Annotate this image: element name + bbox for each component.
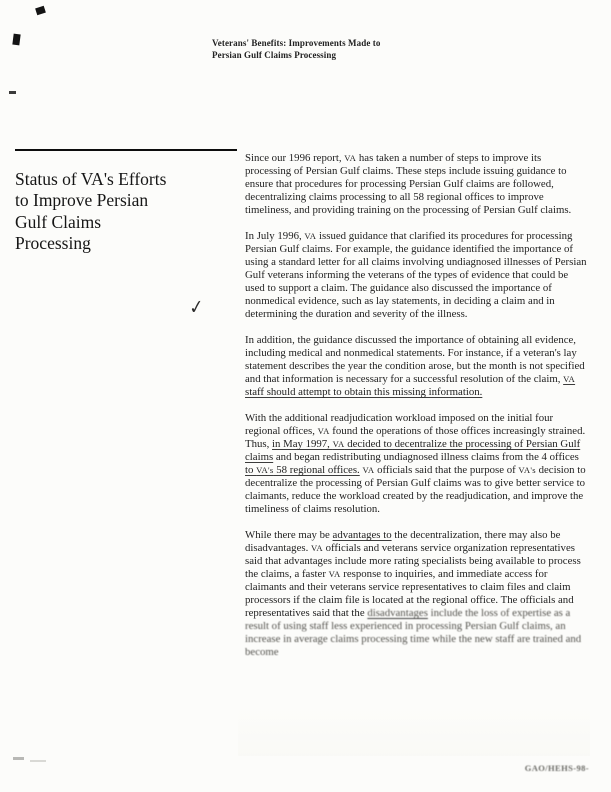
section-heading-line: Status of VA's Efforts bbox=[15, 168, 167, 189]
text-run: has taken a number of steps to improve its processing of Persian Gulf claims. These steps include issuing guidance to ensure that procedures for processing Persian Gulf claims are followed, decentralizing claims processing to all 58 regional offices to improve timeliness, and providing training on the processing of Persian Gulf claims. bbox=[245, 152, 572, 216]
scan-artifact bbox=[9, 91, 16, 94]
text-run: disadvantages bbox=[367, 607, 428, 619]
body-text-column bbox=[245, 152, 587, 672]
body-paragraph bbox=[245, 412, 587, 516]
text-run: the decentralization, there may also be disadvantages. bbox=[245, 529, 561, 554]
scan-artifact bbox=[13, 757, 24, 760]
scan-fade-overlay bbox=[238, 688, 590, 756]
text-run: VA bbox=[563, 374, 576, 384]
text-run: in May 1997, bbox=[272, 438, 333, 450]
text-run: issued guidance that clarified its procedures for processing Persian Gulf claims. For example, the guidance identified the importance of using a standard letter for all claims involving undiagnosed illnesses of Persian Gulf veterans informing the veterans of the types of evidence that could be used to support a claim. The guidance also discussed the importance of nonmedical evidence, such as lay statements, in deciding a claim and in determining the duration and severity of the illness. bbox=[245, 230, 587, 320]
text-run: officials said that the purpose of bbox=[374, 464, 519, 476]
text-run: VA bbox=[362, 465, 375, 475]
text-run: With the additional readjudication workload imposed on the initial four regional offices, bbox=[245, 412, 554, 437]
text-run: response to inquiries, and immediate access for claimants and their veterans service representatives to claim files and claim processors if the claim file is located at the regional office. The officials and representatives said that the bbox=[245, 568, 574, 619]
footer-report-number: GAO/HEHS-98- bbox=[524, 763, 589, 773]
text-run: officials and veterans service organization representatives said that advantages include more rating specialists being available to process the claims, a faster bbox=[245, 542, 581, 580]
scan-artifact bbox=[12, 34, 20, 46]
section-heading-line: Gulf Claims bbox=[15, 211, 102, 232]
text-run: and began redistributing undiagnosed illness claims from the 4 offices bbox=[273, 451, 579, 463]
text-run: In addition, the guidance discussed the importance of obtaining all evidence, including medical and nonmedical statements. For instance, if a veteran's lay statement describes the year the condition arose, but the month is not specified and that information is necessary for a successful resolution of the claim, bbox=[245, 334, 585, 385]
running-header-line: Persian Gulf Claims Processing bbox=[212, 49, 337, 60]
text-run: to bbox=[245, 464, 257, 476]
body-paragraph bbox=[245, 334, 587, 399]
text-run: 58 regional offices. bbox=[273, 464, 360, 476]
text-run: VA's bbox=[518, 465, 536, 475]
text-run: While there may be bbox=[245, 529, 333, 541]
section-heading-line: to Improve Persian bbox=[15, 190, 149, 211]
running-header-line: Veterans' Benefits: Improvements Made to bbox=[212, 38, 381, 48]
text-run: decision to decentralize the processing of Persian Gulf claims was to give better service to claimants, reduce the workload created by the readjudication, and improve the timeliness of claims resolution. bbox=[245, 464, 586, 515]
section-heading bbox=[15, 169, 225, 255]
text-run: VA bbox=[332, 439, 345, 449]
text-run: decided to decentralize the processing of Persian Gulf claims bbox=[245, 438, 581, 463]
text-run: found the operations of those offices increasingly strained. Thus, bbox=[245, 425, 586, 450]
text-run: VA bbox=[310, 543, 323, 553]
text-run: VA bbox=[344, 153, 357, 163]
section-heading-line: Processing bbox=[15, 233, 91, 254]
body-paragraph bbox=[245, 152, 587, 217]
running-header bbox=[212, 38, 380, 61]
text-run: VA bbox=[317, 426, 330, 436]
text-run: VA bbox=[304, 231, 317, 241]
handwritten-checkmark: ✓ bbox=[188, 295, 206, 320]
text-run: staff should attempt to obtain this missing information. bbox=[245, 386, 483, 398]
body-paragraph bbox=[245, 230, 587, 321]
scan-artifact bbox=[30, 760, 46, 762]
text-run: VA's bbox=[256, 465, 274, 475]
text-run: advantages to bbox=[332, 529, 392, 541]
section-divider-rule bbox=[15, 149, 237, 151]
text-run: In July 1996, bbox=[245, 230, 305, 242]
text-run: include the loss of expertise as a result of using staff less experienced in processing Persian Gulf claims, an increase in average claims processing time while the new staff are trained and become bbox=[245, 607, 582, 658]
body-paragraph bbox=[245, 529, 587, 659]
scan-artifact bbox=[35, 6, 46, 15]
text-run: Since our 1996 report, bbox=[245, 152, 345, 164]
text-run: VA bbox=[328, 569, 341, 579]
